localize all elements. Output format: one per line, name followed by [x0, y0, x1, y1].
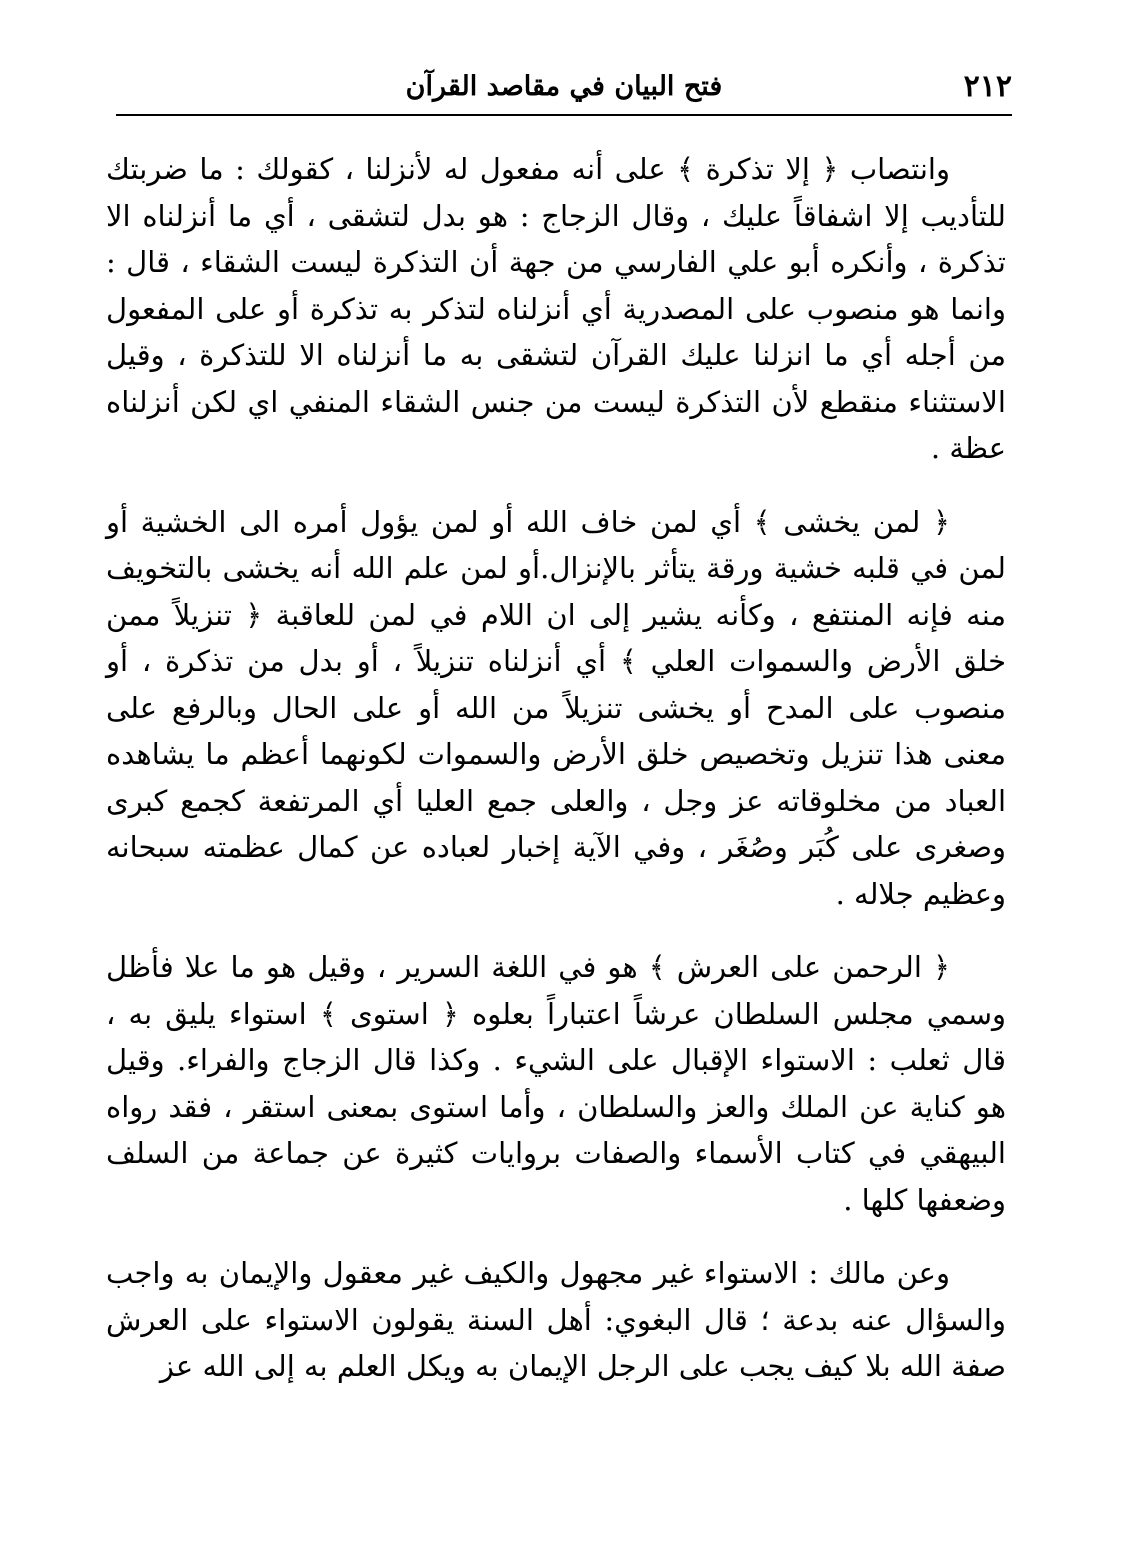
- paragraph-4: وعن مالك : الاستواء غير مجهول والكيف غير معقول والإيمان به واجب والسؤال عنه بدعة ؛ قال البغوي: أهل السنة يقولون الاستواء على العرش صفة الله بلا كيف يجب على الرجل الإيمان به ويكل العلم به إلى الله عز: [106, 1256, 1006, 1383]
- paragraph-1: وانتصاب ﴿ إلا تذكرة ﴾ على أنه مفعول له لأنزلنا ، كقولك : ما ضربتك للتأديب إلا اشفاقاً عليك ، وقال الزجاج : هو بدل لتشقى ، أي ما أنزلناه الا تذكرة ، وأنكره أبو علي الفارسي من جهة أن التذكرة ليست الشقاء ، قال : وانما هو منصوب على المصدرية أي أنزلناه لتذكر به تذكرة أو على المفعول من أجله أي ما انزلنا عليك القرآن لتشقى به ما أنزلناه الا للتذكرة ، وقيل الاستثناء منقطع لأن التذكرة ليست من جنس الشقاء المنفي اي لكن أنزلناه عظة .: [106, 152, 1006, 465]
- paragraph-2: ﴿ لمن يخشى ﴾ أي لمن خاف الله أو لمن يؤول أمره الى الخشية أو لمن في قلبه خشية ورقة يتأثر بالإنزال.أو لمن علم الله أنه يخشى بالتخويف منه فإنه المنتفع ، وكأنه يشير إلى ان اللام في لمن للعاقبة ﴿ تنزيلاً ممن خلق الأرض والسموات العلي ﴾ أي أنزلناه تنزيلاً ، أو بدل من تذكرة ، أو منصوب على المدح أو يخشى تنزيلاً من الله أو على الحال وبالرفع على معنى هذا تنزيل وتخصيص خلق الأرض والسموات لكونهما أعظم ما يشاهده العباد من مخلوقاته عز وجل ، والعلى جمع العليا أي المرتفعة كجمع كبرى وصغرى على كُبَر وصُغَر ، وفي الآية إخبار لعباده عن كمال عظمته سبحانه وعظيم جلاله .: [106, 504, 1006, 911]
- page-header: [116, 66, 1012, 110]
- body-text: [106, 146, 1006, 1417]
- paragraph-3: ﴿ الرحمن على العرش ﴾ هو في اللغة السرير ، وقيل هو ما علا فأظل وسمي مجلس السلطان عرشاً اعتباراً بعلوه ﴿ استوى ﴾ استواء يليق به ، قال ثعلب : الاستواء الإقبال على الشيء . وكذا قال الزجاج والفراء. وقيل هو كناية عن الملك والعز والسلطان ، وأما استوى بمعنى استقر ، فقد رواه البيهقي في كتاب الأسماء والصفات بروايات كثيرة عن جماعة من السلف وضعفها كلها .: [106, 950, 1006, 1217]
- header-rule: [116, 114, 1012, 116]
- running-title: فتح البيان في مقاصد القرآن: [405, 71, 723, 102]
- page-number: ٢١٢: [963, 69, 1012, 104]
